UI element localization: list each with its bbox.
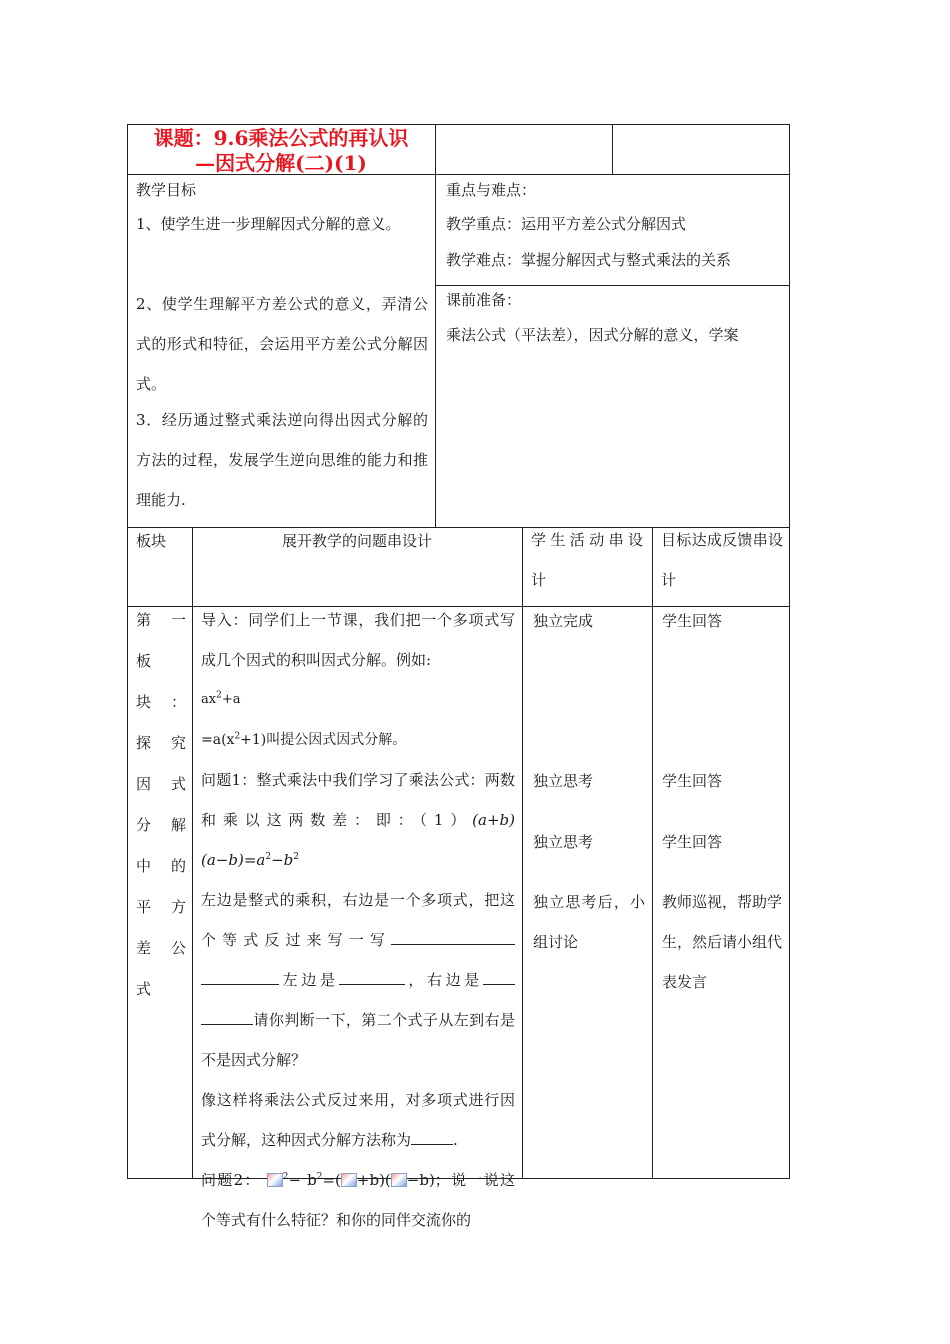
lesson-title-line2: —因式分解(二)(1) [195, 151, 367, 175]
col-header-section: 板块 [136, 532, 167, 550]
answer-blank[interactable] [201, 970, 279, 985]
answer-blank[interactable] [201, 1010, 253, 1025]
label-char: 的 [170, 857, 186, 875]
divider [192, 527, 193, 1179]
table-left-border [127, 124, 128, 1179]
objective-3: 3．经历通过整式乘法逆向得出因式分解的方法的过程，发展学生逆向思维的能力和推理能力. [136, 411, 428, 509]
label-char: 中 [136, 857, 152, 875]
table-top-border [127, 124, 790, 125]
activity-2: 独立思考 [533, 772, 594, 790]
teaching-focus: 教学重点：运用平方差公式分解因式 [446, 215, 687, 233]
feedback-4: 教师巡视，帮助学生，然后请小组代表发言 [662, 893, 783, 991]
feedback-3: 学生回答 [662, 833, 723, 851]
label-char: 解 [170, 816, 186, 834]
label-char: 究 [170, 734, 186, 752]
label-char: 探 [136, 734, 152, 752]
feedback-1: 学生回答 [662, 612, 723, 630]
activity-1: 独立完成 [533, 612, 594, 630]
key-points-heading: 重点与难点： [446, 181, 537, 199]
objective-2: 2、使学生理解平方差公式的意义，弄清公式的形式和特征，会运用平方差公式分解因式。 [136, 295, 428, 393]
objective-1: 1、使学生进一步理解因式分解的意义。 [136, 215, 401, 233]
col-header-questions: 展开教学的问题串设计 [281, 532, 432, 550]
answer-blank[interactable] [339, 970, 405, 985]
label-char: 板 [136, 652, 152, 670]
lesson-title [128, 126, 434, 176]
formula-image-icon [391, 1173, 407, 1187]
col-header-feedback: 目标达成反馈串设计 [661, 531, 783, 589]
label-char: 第 [136, 611, 152, 629]
answer-blank[interactable] [483, 970, 515, 985]
label-char: 式 [136, 980, 152, 998]
label-char: 块 [136, 693, 152, 711]
section1-questions [201, 600, 515, 1240]
answer-blank[interactable] [391, 930, 515, 945]
feedback-2: 学生回答 [662, 772, 723, 790]
divider [435, 124, 436, 527]
divider [652, 527, 653, 1179]
question-1: 问题1：整式乘法中我们学习了乘法公式：两数和乘以这两数差：即：$(1)(a+b)(a-b)=a^2-b^2$ [201, 771, 515, 869]
section1-label [136, 600, 186, 1010]
label-char: 一 [170, 611, 186, 629]
preparation-heading: 课前准备： [446, 291, 522, 309]
question-1-body: 左边是整式的乘积，右边是一个多项式，把这个等式反过来写一写 左边是 ，右边是 请你判断一下，第二个式子从左到右是不是因式分解？ [201, 891, 515, 1069]
objectives-heading: 教学目标 [136, 181, 197, 199]
divider [612, 124, 613, 174]
table-right-border [789, 124, 790, 1179]
answer-blank[interactable] [411, 1130, 453, 1145]
formula-image-icon [267, 1173, 283, 1187]
divider [522, 527, 523, 1179]
preparation-text: 乘法公式（平法差），因式分解的意义，学案 [446, 326, 739, 344]
example-line-2: $=a(x^2+1)$叫提公因式因式分解。 [201, 731, 407, 748]
divider [435, 285, 790, 286]
label-char: 分 [136, 816, 152, 834]
intro-text: 导入：同学们上一节课，我们把一个多项式写成几个因式的积叫因式分解。例如: [201, 611, 515, 669]
label-char: 式 [170, 775, 186, 793]
activity-3: 独立思考 [533, 833, 594, 851]
label-char: 平 [136, 898, 152, 916]
label-char: 方 [170, 898, 186, 916]
activity-4: 独立思考后，小组讨论 [533, 893, 645, 951]
teaching-difficulty: 教学难点：掌握分解因式与整式乘法的关系 [446, 251, 732, 269]
col-header-activities: 学生活动串设计 [531, 531, 645, 589]
question-1-conclusion: 像这样将乘法公式反过来用，对多项式进行因式分解，这种因式分解方法称为 . [201, 1091, 515, 1149]
question-2: 问题2： $^2- b^2=( +b)( -b)$；说一说这个等式有什么特征？和你的同伴交流你的 [201, 1171, 515, 1229]
label-char: 公 [170, 939, 186, 957]
label-char: 差 [136, 939, 152, 957]
label-char: 因 [136, 775, 152, 793]
example-line-1: $ax^2+a$ [201, 690, 241, 707]
formula-image-icon [341, 1173, 357, 1187]
lesson-title-line1: 课题：9.6乘法公式的再认识 [153, 126, 409, 150]
label-char: ： [170, 693, 186, 711]
